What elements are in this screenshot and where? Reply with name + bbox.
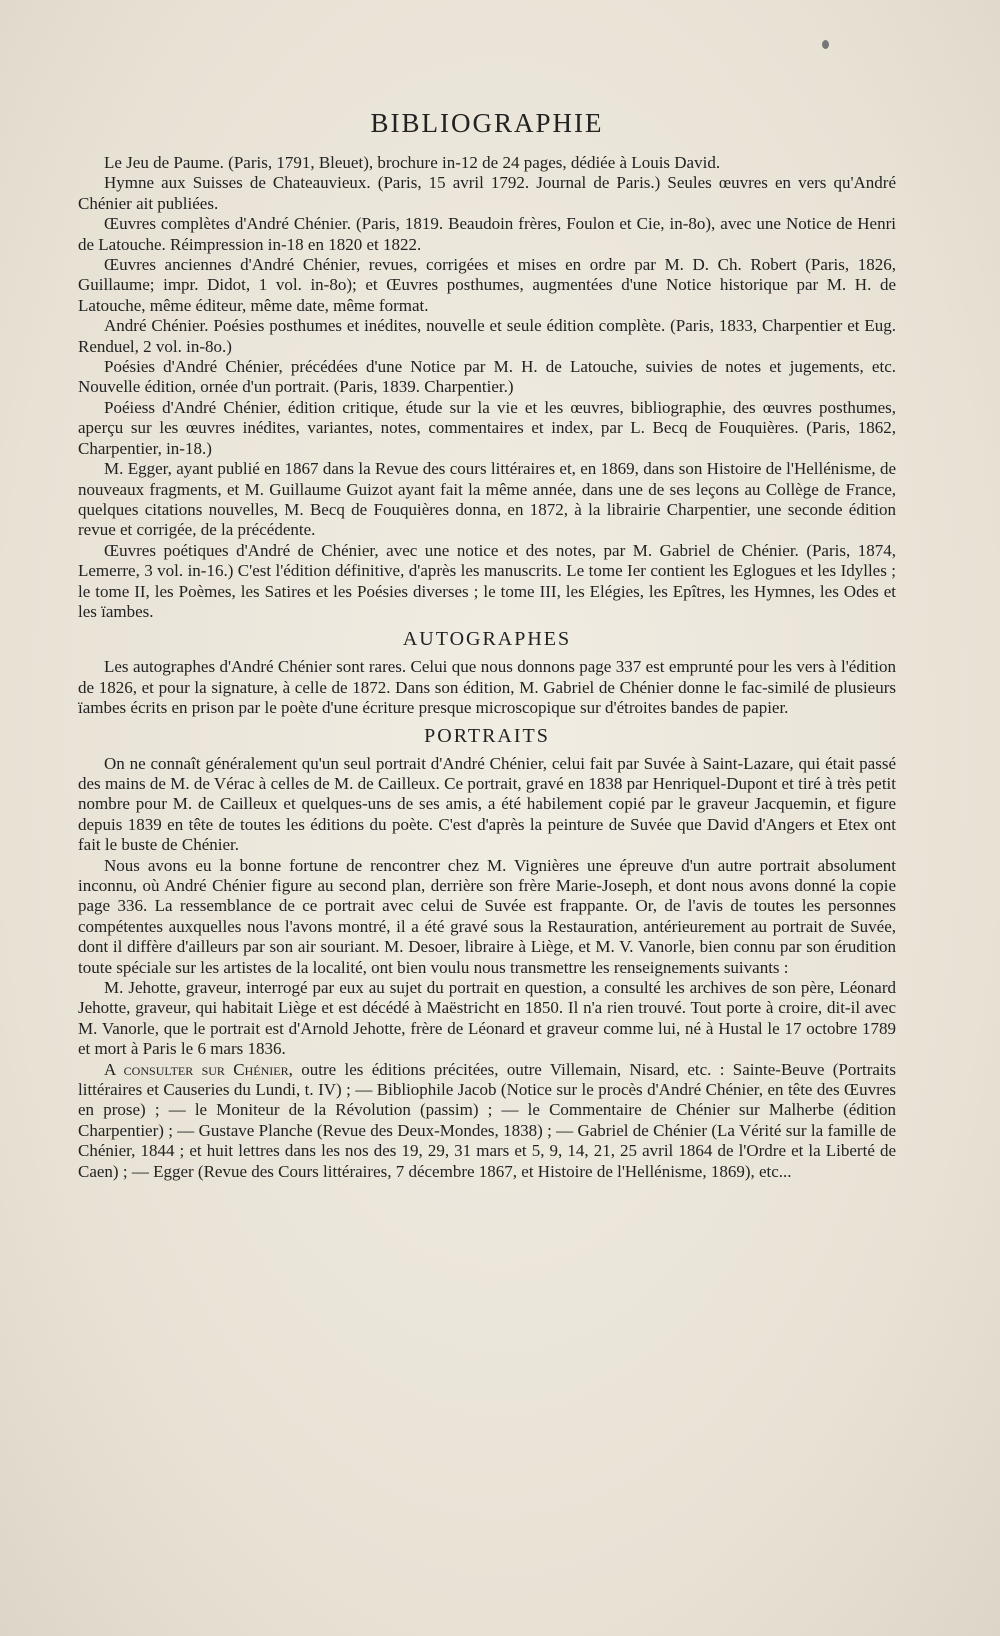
bib-entry-1: Le Jeu de Paume. (Paris, 1791, Bleuet), brochure in-12 de 24 pages, dédiée à Louis David. [104,153,721,172]
consult-paragraph [78,1060,896,1182]
bib-entry-4: Œuvres anciennes d'André Chénier, revues, corrigées et mises en ordre par M. D. Ch. Robert (Paris, 1826, Guillaume; impr. Didot, 1 vol. in-8o); et Œuvres posthumes, augmentées d'une Notice historique par M. H. de Latouche, même éditeur, même date, même format. [78,255,896,315]
autographes-paragraph: Les autographes d'André Chénier sont rares. Celui que nous donnons page 337 est emprunté pour les vers à l'édition de 1826, et pour la signature, à celle de 1872. Dans son édition, M. Gabriel de Chénier donne le fac-similé de plusieurs ïambes écrits en prison par le poète d'une écriture presque microscopique sur d'étroites bandes de papier. [78,657,896,718]
page-content [78,108,896,1182]
autographes-title: AUTOGRAPHES [402,628,572,651]
bib-entry-9: Œuvres poétiques d'André de Chénier, avec une notice et des notes, par M. Gabriel de Chénier. (Paris, 1874, Lemerre, 3 vol. in-16.) C'est l'édition définitive, d'après les manuscrits. Le tome Ier contient les Eglogues et les Idylles ; le tome II, les Poèmes, les Satires et les Poésies diverses ; le tome III, les Elégies, les Epîtres, les Hymnes, les Odes et les ïambes. [78,540,896,621]
ink-spot [822,40,829,49]
bib-entry-6: Poésies d'André Chénier, précédées d'une Notice par M. H. de Latouche, suivies de notes et jugements, etc. Nouvelle édition, ornée d'un portrait. (Paris, 1839. Charpentier.) [78,357,896,397]
portraits-paragraph-1: On ne connaît généralement qu'un seul portrait d'André Chénier, celui fait par Suvée à Saint-Lazare, qui était passé des mains de M. de Vérac à celles de M. de Cailleux. Ce portrait, gravé en 1838 par Henriquel-Dupont et tiré à très petit nombre pour M. de Cailleux et quelques-uns de ses amis, a été habilement copié par le graveur Jacquemin, et figure depuis 1839 en tête de toutes les éditions du poète. C'est d'après la peinture de Suvée que David d'Angers et Etex ont fait le buste de Chénier. [78,753,896,855]
bibliography-title: BIBLIOGRAPHIE [370,108,604,138]
bib-entry-2: Hymne aux Suisses de Chateauvieux. (Paris, 15 avril 1792. Journal de Paris.) Seules œuvres en vers qu'André Chénier ait publiées. [78,173,896,213]
portraits-paragraph-3: M. Jehotte, graveur, interrogé par eux au sujet du portrait en question, a consulté les archives de son père, Léonard Jehotte, graveur, qui habitait Liège et est décédé à Maëstricht en 1850. Il n'a rien trouvé. Tout porte à croire, dit-il avec M. Vanorle, que le portrait est d'Arnold Jehotte, frère de Léonard et graveur comme lui, né à Hustal le 17 octobre 1789 et mort à Paris le 6 mars 1836. [78,978,896,1059]
bib-entry-3: Œuvres complètes d'André Chénier. (Paris, 1819. Beaudoin frères, Foulon et Cie, in-8o), avec une Notice de Henri de Latouche. Réimpression in-18 en 1820 et 1822. [78,214,896,254]
bib-entry-7: Poéiess d'André Chénier, édition critique, étude sur la vie et les œuvres, bibliographie, des œuvres posthumes, aperçu sur les œuvres inédites, variantes, notes, commentaires et index, par L. Becq de Fouquières. (Paris, 1862, Charpentier, in-18.) [78,397,896,458]
portraits-paragraph-2: Nous avons eu la bonne fortune de rencontrer chez M. Vignières une épreuve d'un autre portrait absolument inconnu, où André Chénier figure au second plan, derrière son frère Marie-Joseph, et dont nous avons donné la copie page 336. La ressemblance de ce portrait avec celui de Suvée est frappante. Or, de l'avis de toutes les personnes compétentes auxquelles nous l'avons montré, il a été gravé sous la Restauration, antérieurement au portrait de Suvée, dont il diffère d'ailleurs par son air souriant. M. Desoer, libraire à Liège, et M. V. Vanorle, bien connu par son érudition toute spéciale sur les artistes de la localité, ont bien voulu nous transmettre les renseignements suivants : [78,855,896,977]
consult-text: outre les éditions précitées, outre Villemain, Nisard, etc. : Sainte-Beuve (Portraits littéraires et Causeries du Lundi, t. IV) ; — Bibliophile Jacob (Notice sur le procès d'André Chénier, en tête des Œuvres en prose) ; — le Moniteur de la Révolution (passim) ; — le Commentaire de Chénier sur Malherbe (édition Charpentier) ; — Gustave Planche (Revue des Deux-Mondes, 1838) ; — Gabriel de Chénier (La Vérité sur la famille de Chénier, 1844 ; et huit lettres dans les nos des 19, 29, 31 mars et 5, 9, 14, 21, 25 avril 1864 de l'Ordre et la Liberté de Caen) ; — Egger (Revue des Cours littéraires, 7 décembre 1867, et Histoire de l'Hellénisme, 1869), etc... [78,1059,896,1181]
bib-entry-5: André Chénier. Poésies posthumes et inédites, nouvelle et seule édition complète. (Paris, 1833, Charpentier et Eug. Renduel, 2 vol. in-8o.) [78,316,896,356]
bib-entry-8: M. Egger, ayant publié en 1867 dans la Revue des cours littéraires et, en 1869, dans son Histoire de l'Hellénisme, de nouveaux fragments, et M. Guillaume Guizot ayant fait la même année, dans une de ses leçons au Collège de France, quelques citations nouvelles, M. Becq de Fouquières donna, en 1872, à la librairie Charpentier, une seconde édition revue et corrigée, de la précédente. [78,459,896,540]
consult-label: A consulter sur Chénier, [104,1059,293,1079]
portraits-title: PORTRAITS [424,724,550,747]
